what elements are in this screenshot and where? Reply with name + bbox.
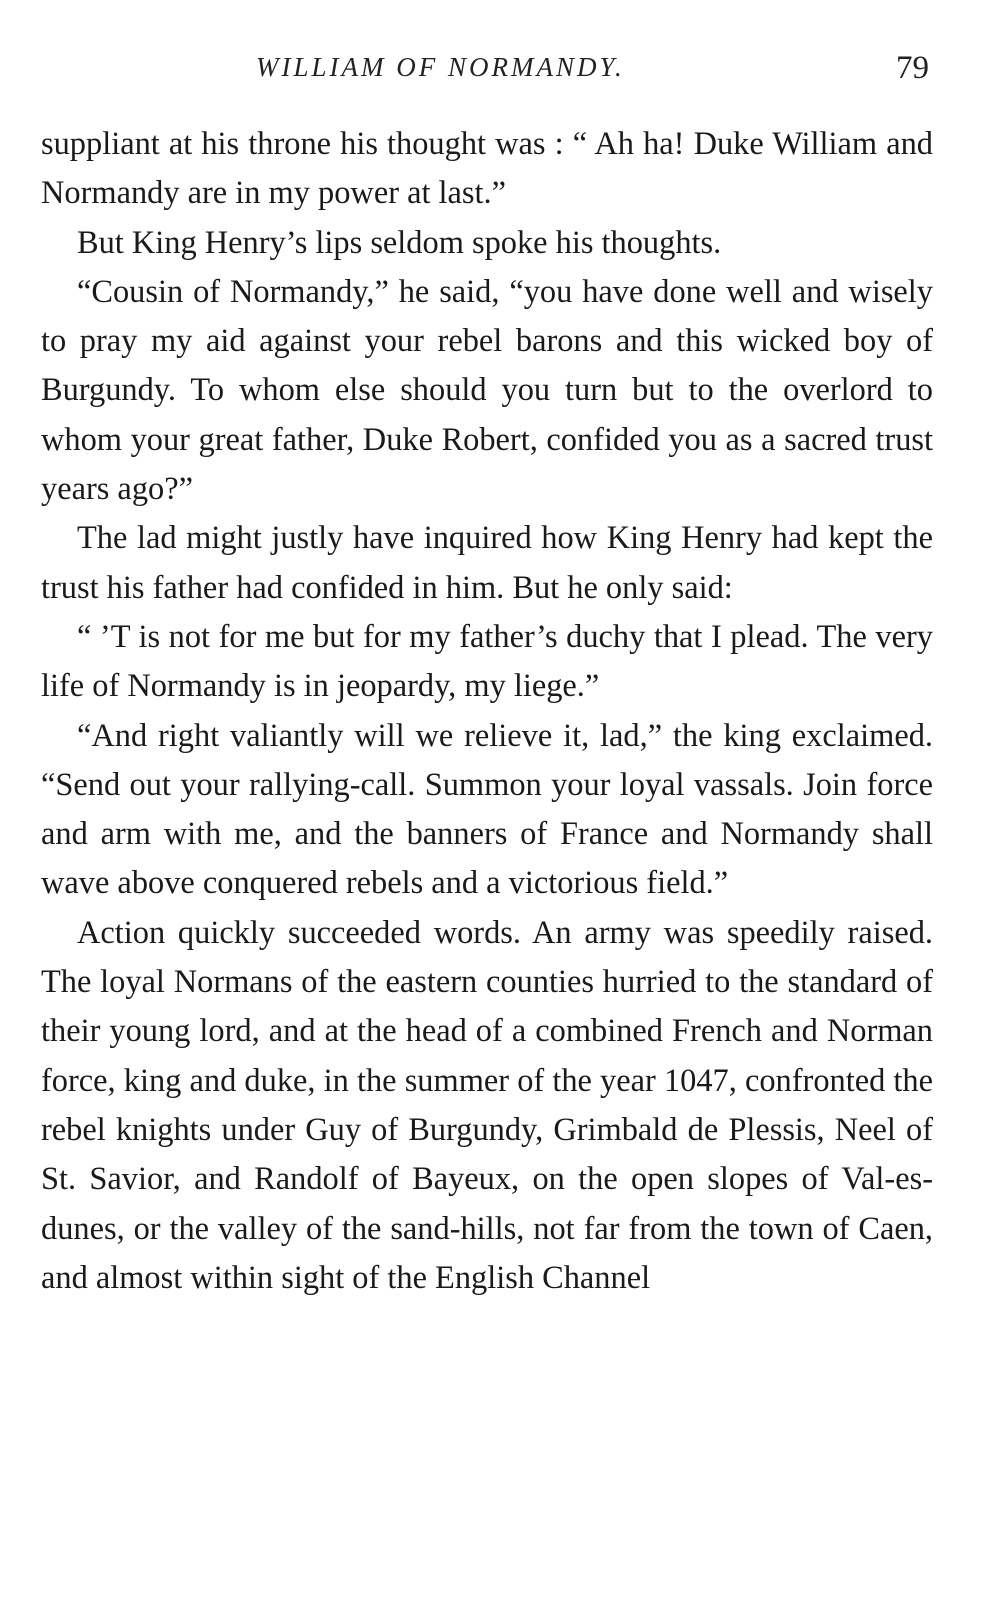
running-title: WILLIAM OF NORMANDY. [256,52,625,82]
paragraph: suppliant at his throne his thought was : “ Ah ha! Duke William and Normandy are in my power at last.” [41,126,933,212]
page-number: 79 [896,50,929,86]
paragraph: “ ’T is not for me but for my father’s duchy that I plead. The very life of Normandy is in jeopardy, my liege.” [41,618,933,705]
paragraph: “Cousin of Normandy,” he said, “you have done well and wisely to pray my aid against your rebel barons and this wicked boy of Burgundy. To whom else should you turn but to the overlord to whom your great father, Duke Robert, confided you as a sacred trust years ago?” [41,273,933,508]
paragraph: But King Henry’s lips seldom spoke his thoughts. [77,224,722,261]
paragraph: “And right valiantly will we relieve it, lad,” the king exclaimed. “Send out your rallying-call. Summon your loyal vassals. Join force and arm with me, and the banners of France and Normandy shall wave above conquered rebels and a victorious field.” [41,717,933,902]
paragraph: The lad might justly have inquired how King Henry had kept the trust his father had confided in him. But he only said: [41,520,933,606]
running-head [0,48,1001,88]
paragraph: Action quickly succeeded words. An army was speedily raised. The loyal Normans of the eastern counties hurried to the standard of their young lord, and at the head of a combined French and Norman force, king and duke, in the summer of the year 1047, confronted the rebel knights under Guy of Burgundy, Grimbald de Plessis, Neel of St. Savior, and Randolf of Bayeux, on the open slopes of Val-es-dunes, or the valley of the sand-hills, not far from the town of Caen, and almost within sight of the English Channel [41,914,933,1296]
body-text [41,120,933,1303]
